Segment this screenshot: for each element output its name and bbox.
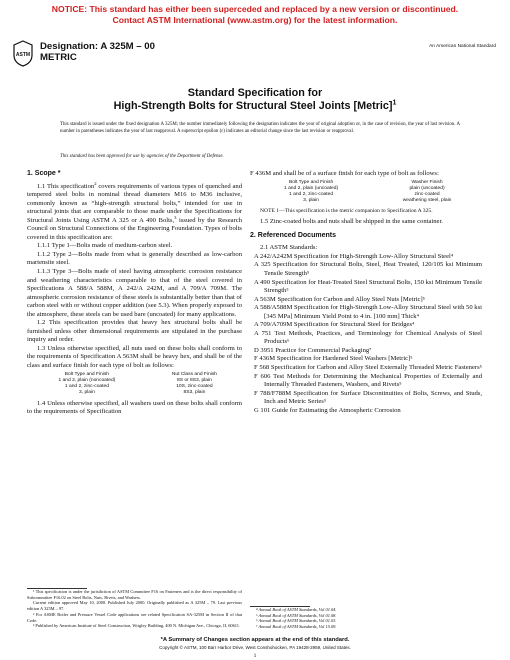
- table-row: 3, plain 8S3, plain: [79, 390, 206, 396]
- list-item: A 563M Specification for Carbon and Alloy Steel Nuts [Metric]⁵: [254, 295, 425, 303]
- list-item: A 709/A709M Specification for Structural Steel for Bridges⁴: [254, 321, 415, 329]
- table-row: 3, plain weathering steel, plain: [303, 198, 452, 204]
- left-column: [27, 170, 242, 417]
- footnote-1b: Current edition approved May 10, 2000. Published July 2000. Originally published as A 325M – 79. Last previous edition A 325M – 97.: [27, 600, 242, 612]
- notice-line-2: Contact ASTM International (www.astm.org) for the latest information.: [112, 14, 398, 25]
- list-item: G 101 Guide for Estimating the Atmospheric Corrosion: [254, 406, 401, 414]
- para-1-4: 1.4 Unless otherwise specified, all washers used on these bolts shall conform to the requirements of Specification: [27, 399, 242, 416]
- page-title: [60, 87, 450, 113]
- issue-note: This standard is issued under the fixed designation A 325M; the number immediately following the designation indicates the year of original adoption or, in the case of revision, the year of last revision. A number in parentheses indicates the year of last reapproval. A superscript epsilon (ε) indicates an editorial change since the last revision or reapproval.: [60, 122, 460, 134]
- para-1-4-continued: F 436M and shall be of a surface finish for each type of bolt as follows:: [250, 170, 439, 177]
- scope-heading: 1. Scope *: [27, 170, 61, 177]
- table-row: 1 and 2, plain (uncoated) plain (uncoated): [284, 185, 445, 191]
- para-1-2: 1.2 This specification provides that heavy hex structural bolts shall be furnished unless other dimensional requirements are stipulated in the purchase inquiry and order.: [27, 319, 242, 344]
- table-row: 1 and 2, zinc-coated zinc-coated: [289, 192, 440, 198]
- approved-note: This standard has been approved for use by agencies of the Department of Defense.: [60, 154, 224, 159]
- references-subheading: 2.1 ASTM Standards:: [260, 244, 318, 252]
- para-1-3: 1.3 Unless otherwise specified, all nuts used on these bolts shall conform to the requirements of Specification A 563M shall be heavy hex, and shall be of the class and surface finish for each type of bolt as follows:: [27, 344, 242, 370]
- summary-of-changes-note: *A Summary of Changes section appears at the end of this standard.: [160, 637, 350, 643]
- title-line-2: High-Strength Bolts for Structural Steel Joints [Metric]: [113, 100, 393, 112]
- list-item: F 788/F788M Specification for Surface Discontinuities of Bolts, Screws, and Studs, Inch and Metric Series⁵: [254, 389, 482, 406]
- footnote-1: ¹ This specification is under the jurisdiction of ASTM Committee F16 on Fasteners and is the direct responsibility of Subcommittee F16.02 on Steel Bolts, Nuts, Rivets, and Washers.: [27, 589, 242, 600]
- footnotes-left: [27, 588, 242, 629]
- para-1-1-2: 1.1.2 Type 2—Bolts made from what is generally described as low-carbon martensite steel.: [27, 250, 242, 267]
- list-item: A 490 Specification for Heat-Treated Steel Structural Bolts, 150 ksi Minimum Tensile Strength⁵: [254, 278, 482, 295]
- list-item: A 751 Test Methods, Practices, and Terminology for Chemical Analysis of Steel Products⁶: [254, 329, 482, 346]
- list-item: A 325 Specification for Structural Bolts, Steel, Heat Treated, 120/105 ksi Minimum Tensile Strength⁵: [254, 261, 482, 277]
- title-line-1: Standard Specification for: [187, 87, 323, 99]
- para-1-5: 1.5 Zinc-coated bolts and nuts shall be shipped in the same container.: [260, 218, 443, 226]
- nut-table-header-bolt: Bolt Type and Finish: [64, 371, 110, 377]
- copyright-line: Copyright © ASTM, 100 Barr Harbor Drive, West Conshohocken, PA 19428-2959, United States.: [159, 645, 351, 650]
- para-1-1-3: 1.1.3 Type 3—Bolts made of steel having atmospheric corrosion resistance and weathering characteristics comparable to that of the steel covered in Specifications A 588/A 588M, A 242/A 242M, and A 709/A 709M. The atmospheric corrosion resistance of these steels is substantially better than that of carbon steel with or without copper addition (see 5.3). When properly exposed to the atmosphere, these steels can be used bare (uncoated) for many applications.: [27, 268, 242, 318]
- references-heading: 2. Referenced Documents: [250, 231, 336, 239]
- american-national-standard-label: An American National Standard: [429, 44, 496, 49]
- title-footnote-mark: 1: [392, 99, 397, 107]
- footnote-4: ⁴ Annual Book of ASTM Standards, Vol 01.04.: [256, 607, 337, 612]
- logo-text: ASTM: [15, 52, 31, 58]
- footnote-3: ³ Published by American Institute of Steel Construction, Wrigley Building, 400 N. Michigan Ave., Chicago, IL 60611.: [33, 623, 241, 629]
- para-1-1-1: 1.1.1 Type 1—Bolts made of medium-carbon steel.: [37, 242, 173, 250]
- washer-table: [250, 180, 482, 205]
- list-item: F 568 Specification for Carbon and Alloy Steel Externally Threaded Metric Fasteners⁵: [254, 363, 482, 371]
- table-row: 1 and 2, plain (noncoated) 8S or 8S3, plain: [58, 377, 212, 383]
- list-item: A 588/A588M Specification for High-Strength Low-Alloy Structural Steel with 50 ksi [345 MPa] Minimum Yield Point to 4 in. [100 mm] Thick⁴: [254, 304, 482, 320]
- washer-table-header-bolt: Bolt Type and Finish: [288, 179, 334, 185]
- list-item: F 606 Test Methods for Determining the Mechanical Properties of Externally and Internally Threaded Fasteners, Washers, and Rivets⁵: [254, 372, 482, 389]
- supersede-notice: [0, 4, 510, 25]
- metric-label: METRIC: [40, 52, 77, 63]
- table-row: 1 and 2, zinc-coated 10S, zinc-coated: [64, 384, 213, 390]
- list-item: F 436M Specification for Hardened Steel Washers [Metric]⁵: [254, 355, 413, 363]
- page-number: 1: [253, 653, 257, 659]
- footnotes-right: [250, 606, 482, 630]
- right-column: [250, 170, 482, 415]
- nut-table: [27, 372, 242, 397]
- designation: [40, 41, 155, 63]
- notice-line-1: NOTICE: This standard has either been superceded and replaced by a new version or discontinued.: [51, 4, 459, 14]
- para-1-1: 1.1 This specification$^2$ covers requirements of various types of quenched and tempered steel bolts in nominal thread diameters M16 to M36 inclusive, commonly known as “high-strength structural bolts,” intended for use in structural joints that are comparable to those made under the Specifications for Structural Joints Using ASTM A 325 or A 490 Bolts,$^3$ issued by the Research Council on Structural Connections of the Engineering Foundation. Types of bolts covered in this specification are:: [27, 180, 243, 241]
- washer-table-header-washer: Washer Finish: [411, 179, 443, 185]
- footnote-5: ⁵ Annual Book of ASTM Standards, Vol 01.08.: [256, 612, 337, 618]
- footnote-6: ⁶ Annual Book of ASTM Standards, Vol 01.03.: [256, 618, 337, 624]
- nut-table-header-nut: Nut Class and Finish: [171, 371, 217, 377]
- designation-number: Designation: A 325M – 00: [40, 41, 155, 52]
- list-item: D 3951 Practice for Commercial Packaging⁷: [254, 346, 372, 354]
- footnote-7: ⁷ Annual Book of ASTM Standards, Vol 15.09.: [256, 624, 337, 630]
- note-1: NOTE 1—This specification is the metric companion to Specification A 325.: [260, 207, 433, 214]
- list-item: A 242/A242M Specification for High-Strength Low-Alloy Structural Steel⁴: [254, 252, 454, 260]
- astm-logo-icon: [13, 40, 33, 67]
- footnote-2: ² For ASME Boiler and Pressure Vessel Code applications see related Specification SA-325M in Section II of that Code.: [27, 611, 242, 623]
